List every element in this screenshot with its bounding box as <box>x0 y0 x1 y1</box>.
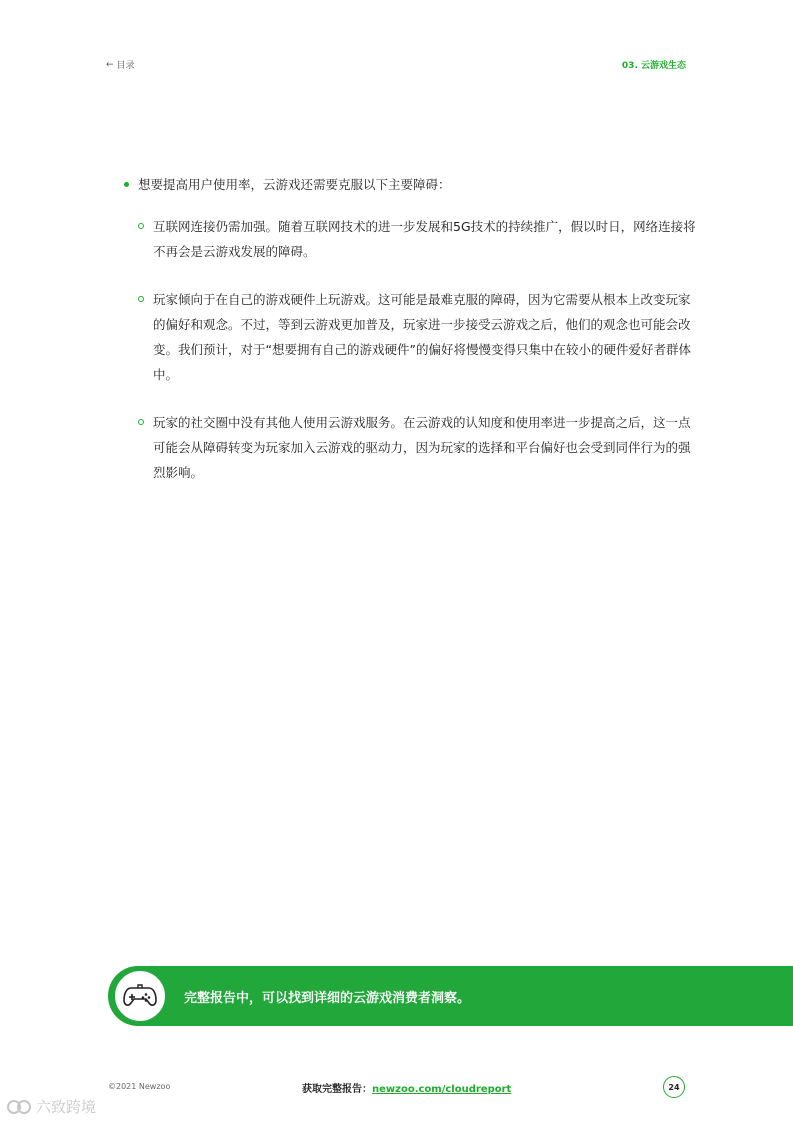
cta-label: 获取完整报告： <box>302 1084 372 1095</box>
page-number: 24 <box>663 1076 685 1098</box>
gamepad-icon <box>115 971 165 1021</box>
list-item: 玩家倾向于在自己的游戏硬件上玩游戏。这可能是最难克服的障碍，因为它需要从根本上改变玩家的偏好和观念。不过，等到云游戏更加普及，玩家进一步接受云游戏之后，他们的观念也可能会改变。我们预计，对于“想要拥有自己的游戏硬件”的偏好将慢慢变得只集中在较小的硬件爱好者群体中。 <box>120 287 698 387</box>
back-to-contents-link[interactable] <box>106 58 135 71</box>
back-arrow-icon: ← <box>106 59 114 70</box>
report-banner <box>108 966 793 1026</box>
section-label: 03. 云游戏生态 <box>621 61 686 71</box>
main-content <box>120 174 700 508</box>
intro-bullet: 想要提高用户使用率，云游戏还需要克服以下主要障碍： <box>120 174 700 196</box>
back-label: 目录 <box>116 61 135 71</box>
watermark-logo-icon <box>6 1099 32 1115</box>
report-link[interactable]: newzoo.com/cloudreport <box>372 1084 512 1095</box>
copyright: ©2021 Newzoo <box>108 1082 171 1091</box>
obstacle-list <box>120 214 700 485</box>
report-cta <box>302 1080 511 1095</box>
list-item: 互联网连接仍需加强。随着互联网技术的进一步发展和5G技术的持续推广，假以时日，网络连接将不再会是云游戏发展的障碍。 <box>120 214 698 264</box>
list-item: 玩家的社交圈中没有其他人使用云游戏服务。在云游戏的认知度和使用率进一步提高之后，这一点可能会从障碍转变为玩家加入云游戏的驱动力，因为玩家的选择和平台偏好也会受到同伴行为的强烈影响。 <box>120 410 698 485</box>
watermark <box>6 1096 96 1117</box>
watermark-text: 六致跨境 <box>36 1098 97 1116</box>
banner-text: 完整报告中，可以找到详细的云游戏消费者洞察。 <box>184 990 471 1006</box>
